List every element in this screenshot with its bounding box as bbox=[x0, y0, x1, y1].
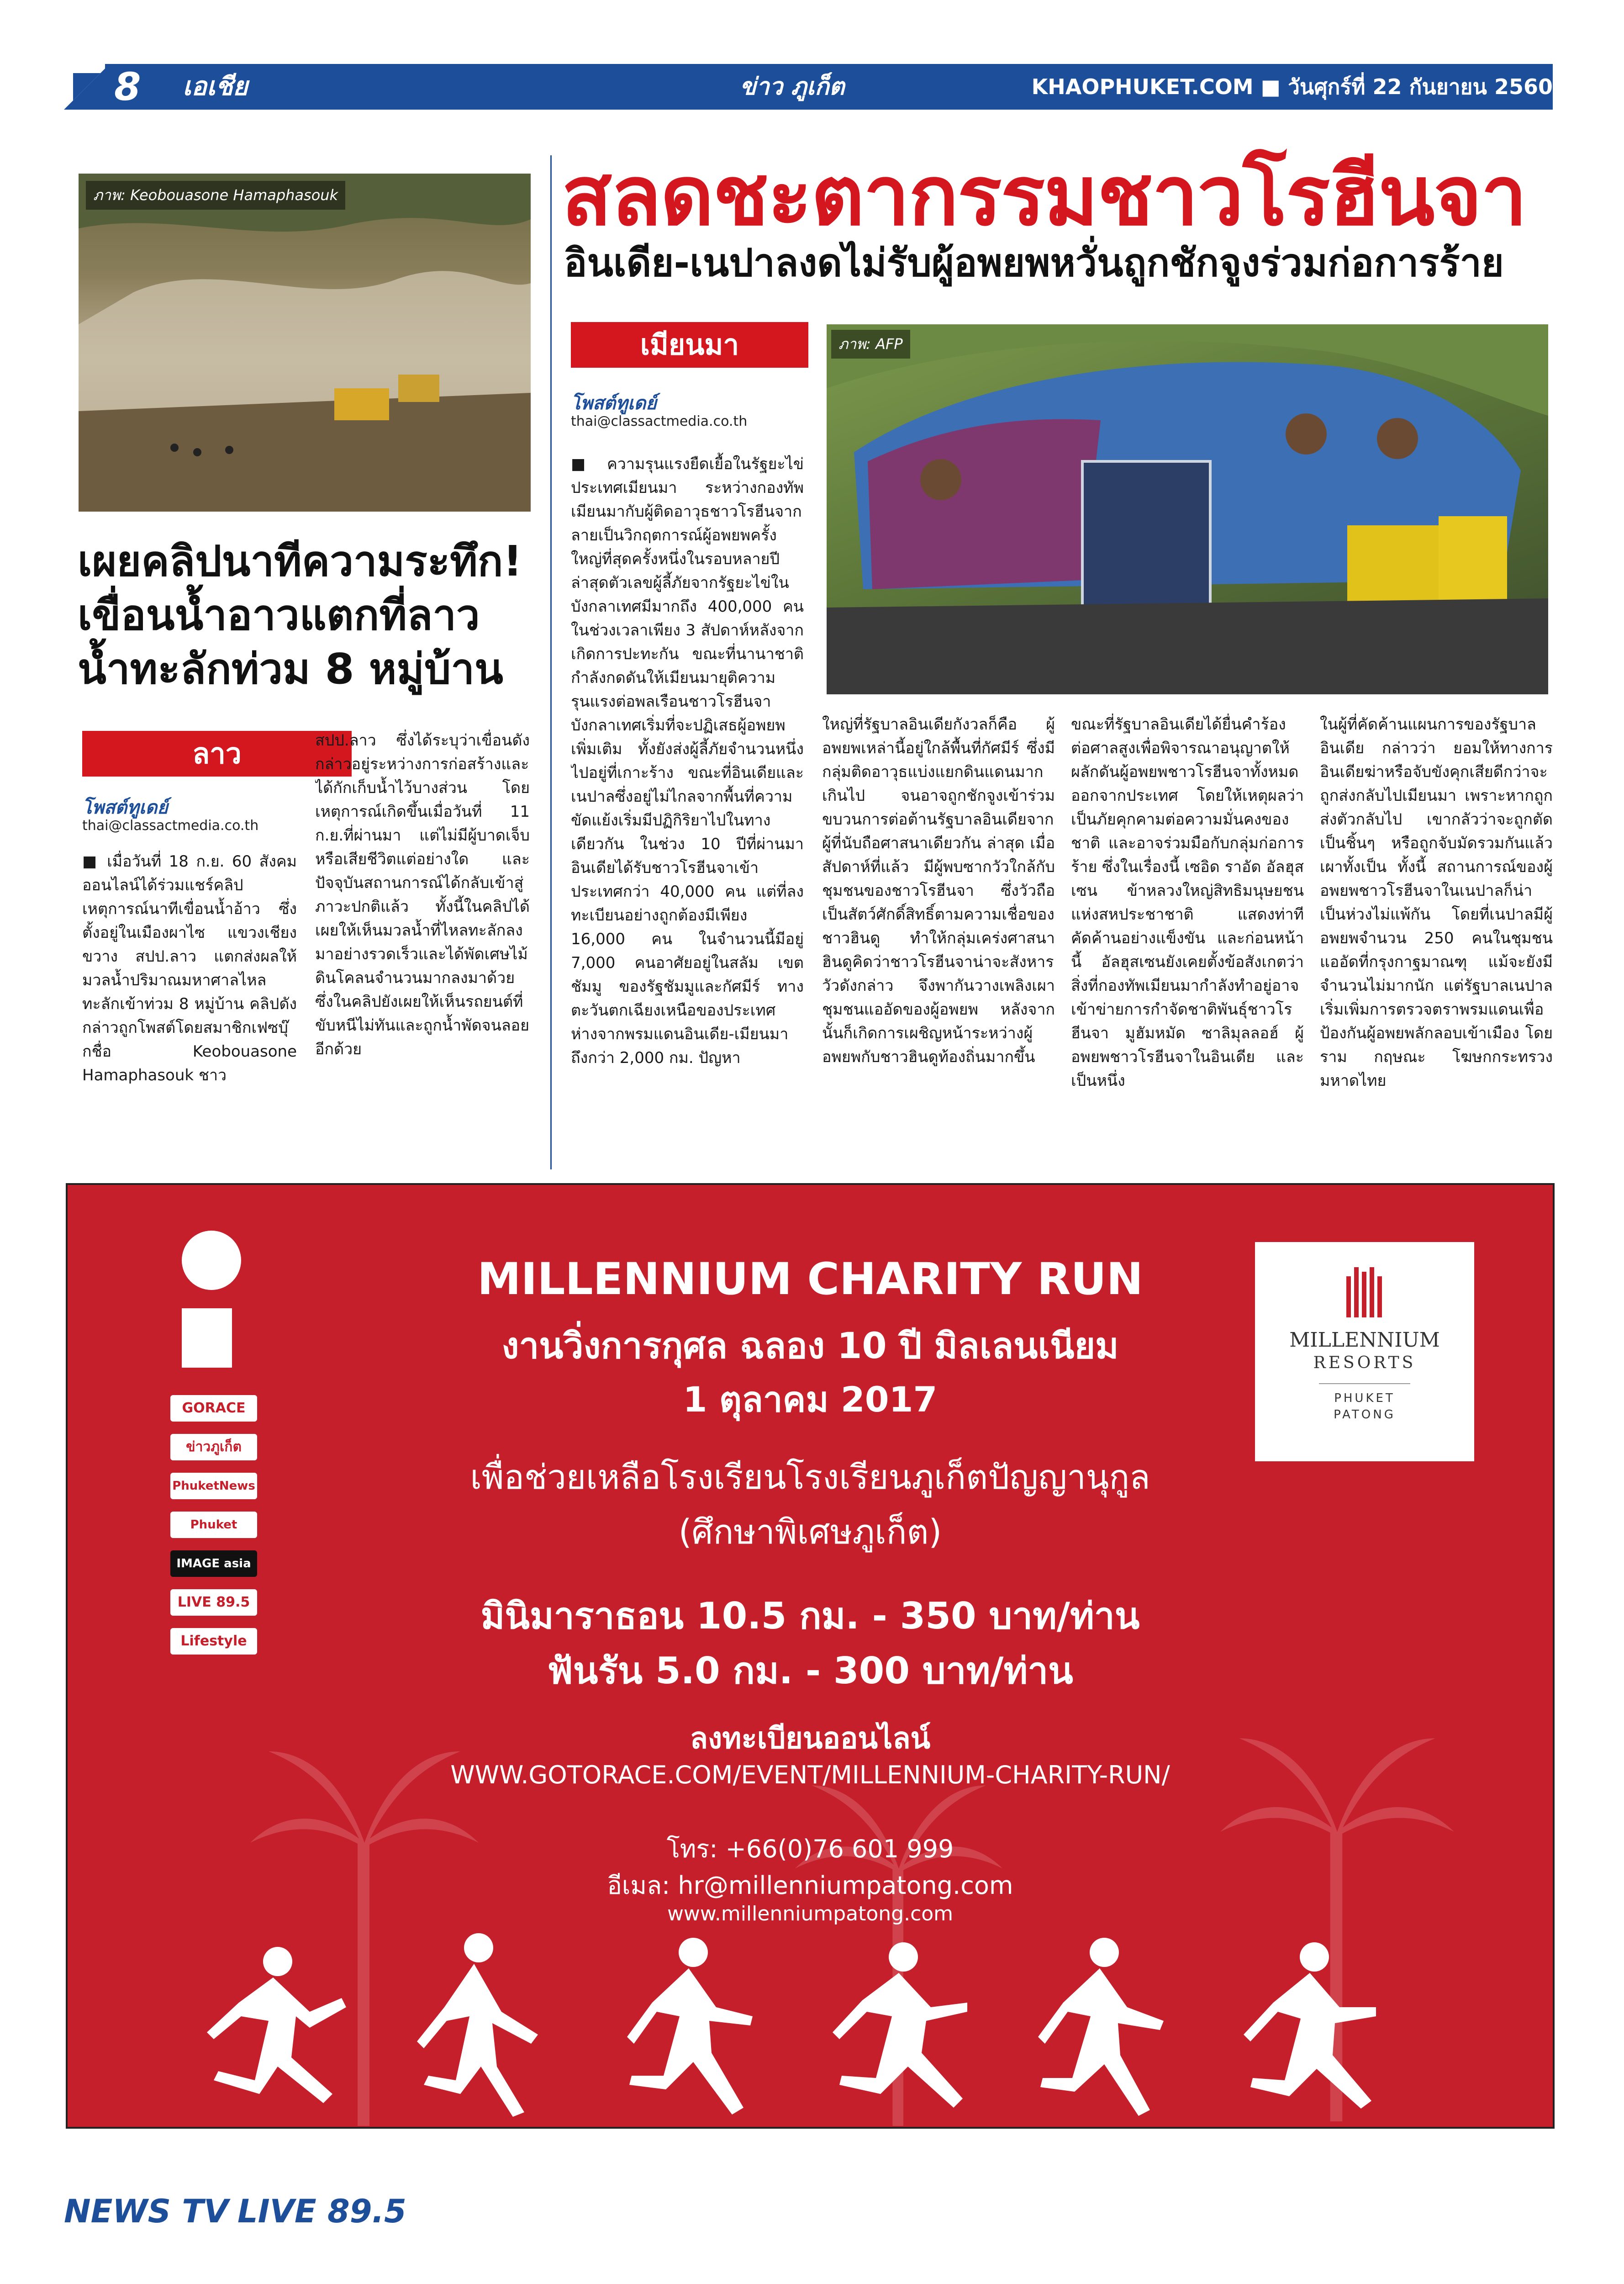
sponsor-logo-gorace: GORACE bbox=[170, 1395, 257, 1422]
laos-author: โพสต์ทูเดย์ bbox=[82, 797, 168, 818]
ad-date: 1 ตุลาคม 2017 bbox=[683, 1379, 938, 1420]
laos-dam-photo bbox=[79, 174, 531, 512]
hotel-brand: MILLENNIUM bbox=[1289, 1328, 1440, 1352]
ad-purpose-2: (ศึกษาพิเศษภูเก็ต) bbox=[678, 1512, 942, 1552]
laos-headline: เผยคลิปนาทีความระทึก! เขื่อนน้ำอาวแตกที่ลาว น้ำทะลักท่วม 8 หมู่บ้าน bbox=[78, 537, 522, 693]
rohingya-email: thai@classactmedia.co.th bbox=[571, 413, 748, 429]
charity-run-advertisement[interactable] bbox=[66, 1183, 1555, 2129]
ad-race-2: ฟันรัน 5.0 กม. - 300 บาท/ท่าน bbox=[547, 1650, 1073, 1692]
rohingya-col-1: ■ ความรุนแรงยืดเยื้อในรัฐยะไข่ ประเทศเมียนมา ระหว่างกองทัพเมียนมากับผู้ติดอาวุธชาวโรฮีนจากลายเป็นวิกฤตการณ์ผู้อพยพครั้งใหญ่ที่สุดครั้งหนึ่งในรอบหลายปี ล่าสุดตัวเลขผู้ลี้ภัยจากรัฐยะไข่ในบังกลาเทศมีมากถึง 400,000 คน ในช่วงเวลาเพียง 3 สัปดาห์หลังจากเกิดการปะทะกัน ขณะที่นานาชาติกำลังกดดันให้เมียนมายุติความรุนแรงต่อพลเรือนชาวโรฮีนจา บังกลาเทศเริ่มที่จะปฏิเสธผู้อพยพเพิ่มเติม ทั้งยังส่งผู้ลี้ภัยจำนวนหนึ่งไปอยู่ที่เกาะร้าง ขณะที่อินเดียและเนปาลซึ่งอยู่ไม่ไกลจากพื้นที่ความขัดแย้งเริ่มมีปฏิกิริยาไปในทางเดียวกัน ในช่วง 10 ปีที่ผ่านมา อินเดียได้รับชาวโรฮีนจาเข้าประเทศกว่า 40,000 คน แต่ที่ลงทะเบียนอย่างถูกต้องมีเพียง 16,000 คน ในจำนวนนี้มีอยู่ 7,000 คนอาศัยอยู่ในสลัม เขตชัมมู ของรัฐชัมมูและกัศมีร์ ทางตะวันตกเฉียงเหนือของประเทศ ห่างจากพรมแดนอินเดีย-เมียนมาถึงกว่า 2,000 กม. ปัญหา bbox=[571, 455, 804, 1067]
rohingya-col-2: ใหญ่ที่รัฐบาลอินเดียกังวลก็คือ ผู้อพยพเหล่านี้อยู่ใกล้พื้นที่กัศมีร์ ซึ่งมีกลุ่มติดอาวุธแบ่งแยกดินแดนมากเกินไป จนอาจถูกชักจูงเข้าร่วมขบวนการต่อต้านรัฐบาลอินเดียจากผู้ที่นับถือศาสนาเดียวกัน ล่าสุด เมื่อสัปดาห์ที่แล้ว มีผู้พบซากวัวใกล้กับชุมชนของชาวโรฮีนจา ซึ่งวัวถือเป็นสัตว์ศักดิ์สิทธิ์ตามความเชื่อของชาวฮินดู ทำให้กลุ่มเคร่งศาสนาฮินดูคิดว่าชาวโรฮีนจาน่าจะสังหารวัวดังกล่าว จึงพากันวางเพลิงเผาชุมชนแออัดของผู้อพยพ หลังจากนั้นก็เกิดการเผชิญหน้าระหว่างผู้อพยพกับชาวฮินดูท้องถิ่นมากขึ้น bbox=[822, 715, 1055, 1066]
ad-register-url[interactable]: WWW.GOTORACE.COM/EVENT/MILLENNIUM-CHARITY-RUN/ bbox=[450, 1761, 1170, 1789]
page-number: 8 bbox=[114, 64, 141, 109]
hotel-line: RESORTS bbox=[1313, 1353, 1416, 1372]
runners-silhouette-icon bbox=[205, 1925, 1438, 2121]
ad-register-label: ลงทะเบียนออนไลน์ bbox=[690, 1722, 931, 1755]
hotel-location-1: PHUKET bbox=[1334, 1391, 1395, 1405]
laos-col-2: สปป.ลาว ซึ่งได้ระบุว่าเขื่อนดังกล่าวอยู่ระหว่างการก่อสร้างและได้กักเก็บน้ำไว้บางส่วน โดยเหตุการณ์เกิดขึ้นเมื่อวันที่ 11 ก.ย.ที่ผ่านมา แต่ไม่มีผู้บาดเจ็บหรือเสียชีวิตแต่อย่างใด และ ปัจจุบันสถานการณ์ได้กลับเข้าสู่ภาวะปกติแล้ว ทั้งนี้ในคลิปได้เผยให้เห็นมวลน้ำที่ไหลทะลักลงมาอย่างรวดเร็วและได้พัดเศษไม้ ดินโคลนจำนวนมากลงมาด้วย ซึ่งในคลิปยังเผยให้เห็นรถยนต์ที่ขับหนีไม่ทันและถูกน้ำพัดจนลอยอีกด้วย bbox=[315, 731, 530, 1058]
laos-photo-credit: ภาพ: Keobouasone Hamaphasouk bbox=[86, 181, 345, 210]
newspaper-logo-icon bbox=[64, 64, 110, 110]
rohingya-subheadline: อินเดีย-เนปาลงดไม่รับผู้อพยพหวั่นถูกชักจูงร่วมก่อการร้าย bbox=[564, 240, 1504, 285]
rohingya-author: โพสต์ทูเดย์ bbox=[571, 393, 657, 414]
ad-purpose-1: เพื่อช่วยเหลือโรงเรียนโรงเรียนภูเก็ตปัญญานุกูล bbox=[470, 1458, 1150, 1497]
ad-email[interactable]: อีเมล: hr@millenniumpatong.com bbox=[607, 1871, 1013, 1900]
site-and-date: KHAOPHUKET.COM ■ วันศุกร์ที่ 22 กันยายน 2560 bbox=[1031, 74, 1553, 99]
rohingya-refugees-photo bbox=[827, 324, 1548, 694]
ad-phone: โทร: +66(0)76 601 999 bbox=[666, 1835, 954, 1863]
rohingya-photo-credit: ภาพ: AFP bbox=[831, 330, 910, 359]
laos-email: thai@classactmedia.co.th bbox=[82, 818, 259, 834]
footer-logo-newstv: NEWS TV bbox=[64, 2193, 229, 2230]
section-name: เอเชีย bbox=[183, 72, 248, 101]
sponsor-logo-phukettimes: Phuket bbox=[170, 1512, 257, 1538]
rohingya-col-3: ขณะที่รัฐบาลอินเดียได้ยื่นคำร้องต่อศาลสูงเพื่อพิจารณาอนุญาตให้ผลักดันผู้อพยพชาวโรฮีนจาทั้งหมดออกจากประเทศ โดยให้เหตุผลว่าเป็นภัยคุกคามต่อความมั่นคงของชาติ และอาจร่วมมือกับกลุ่มก่อการร้าย ซึ่งในเรื่องนี้ เซอิด ราอัด อัลฮุสเซน ข้าหลวงใหญ่สิทธิมนุษยชนแห่งสหประชาชาติ แสดงท่าทีคัดค้านอย่างแข็งขัน และก่อนหน้านี้ อัลฮุสเซนยังเคยตั้งข้อสังเกตว่า สิ่งที่กองทัพเมียนมากำลังทำอยู่อาจเข้าข่ายการกำจัดชาติพันธุ์ชาวโรฮีนจา มูฮัมหมัด ซาลิมุลลอฮ์ ผู้อพยพชาวโรฮีนจาในอินเดีย และเป็นหนึ่ง bbox=[1071, 715, 1304, 1090]
ad-race-1: มินิมาราธอน 10.5 กม. - 350 บาท/ท่าน bbox=[480, 1595, 1140, 1637]
rohingya-col-4: ในผู้ที่คัดค้านแผนการของรัฐบาลอินเดีย กล่าวว่า ยอมให้ทางการอินเดียฆ่าหรือจับขังคุกเสียดีกว่าจะถูกส่งกลับไปเมียนมา เพราะหากถูกส่งตัวกลับไป เขากลัวว่าจะถูกตัดเป็นชิ้นๆ หรือถูกจับมัดรวมกันแล้วเผาทั้งเป็น ทั้งนี้ สถานการณ์ของผู้อพยพชาวโรฮีนจาในเนปาลก็น่าเป็นห่วงไม่แพ้กัน โดยที่เนปาลมีผู้อพยพจำนวน 250 คนในชุมชนแออัดที่กรุงกาฐมาณฑุ แม้จะยังมีจำนวนไม่มากนัก แต่รัฐบาลเนปาลเริ่มเพิ่มการตรวจตราพรมแดนเพื่อป้องกันผู้อพยพลักลอบเข้าเมือง โดย ราม กฤษณะ โฆษกกระทรวงมหาดไทย bbox=[1320, 715, 1553, 1090]
brand-name: ข่าว ภูเก็ต bbox=[740, 73, 845, 100]
ad-website[interactable]: www.millenniumpatong.com bbox=[667, 1902, 954, 1925]
ad-title: MILLENNIUM CHARITY RUN bbox=[477, 1253, 1143, 1305]
section-tag-laos: ลาว bbox=[82, 731, 352, 777]
footer-logo-live: LIVE 89.5 bbox=[237, 2193, 406, 2230]
sponsor-logo-lifestyle: Lifestyle bbox=[170, 1628, 257, 1655]
sponsor-logo-phuketnews: PhuketNews bbox=[170, 1473, 257, 1499]
sponsor-logo-imageasia: IMAGE asia bbox=[170, 1550, 257, 1577]
ad-subtitle: งานวิ่งการกุศล ฉลอง 10 ปี มิลเลนเนียม bbox=[501, 1326, 1119, 1367]
sponsor-logo-live895: LIVE 89.5 bbox=[170, 1589, 257, 1616]
laos-col-1: ■ เมื่อวันที่ 18 ก.ย. 60 สังคมออนไลน์ได้ร่วมแชร์คลิปเหตุการณ์นาทีเขื่อนน้ำอ้าว ซึ่งตั้งอยู่ในเมืองผาไซ แขวงเชียงขวาง สปป.ลาว แตกส่งผลให้มวลน้ำปริมาณมหาศาลไหลทะลักเข้าท่วม 8 หมู่บ้าน คลิปดังกล่าวถูกโพสต์โดยสมาชิกเฟซบุ๊กชื่อ Keobouasone Hamaphasouk ชาว bbox=[82, 852, 297, 1084]
hotel-location-2: PATONG bbox=[1334, 1408, 1396, 1422]
column-divider bbox=[550, 155, 552, 1169]
section-tag-myanmar: เมียนมา bbox=[571, 322, 808, 368]
sponsor-logo-khaophuket: ข่าวภูเก็ต bbox=[170, 1434, 257, 1460]
rohingya-headline: สลดชะตากรรมชาวโรฮีนจา bbox=[562, 148, 1527, 244]
